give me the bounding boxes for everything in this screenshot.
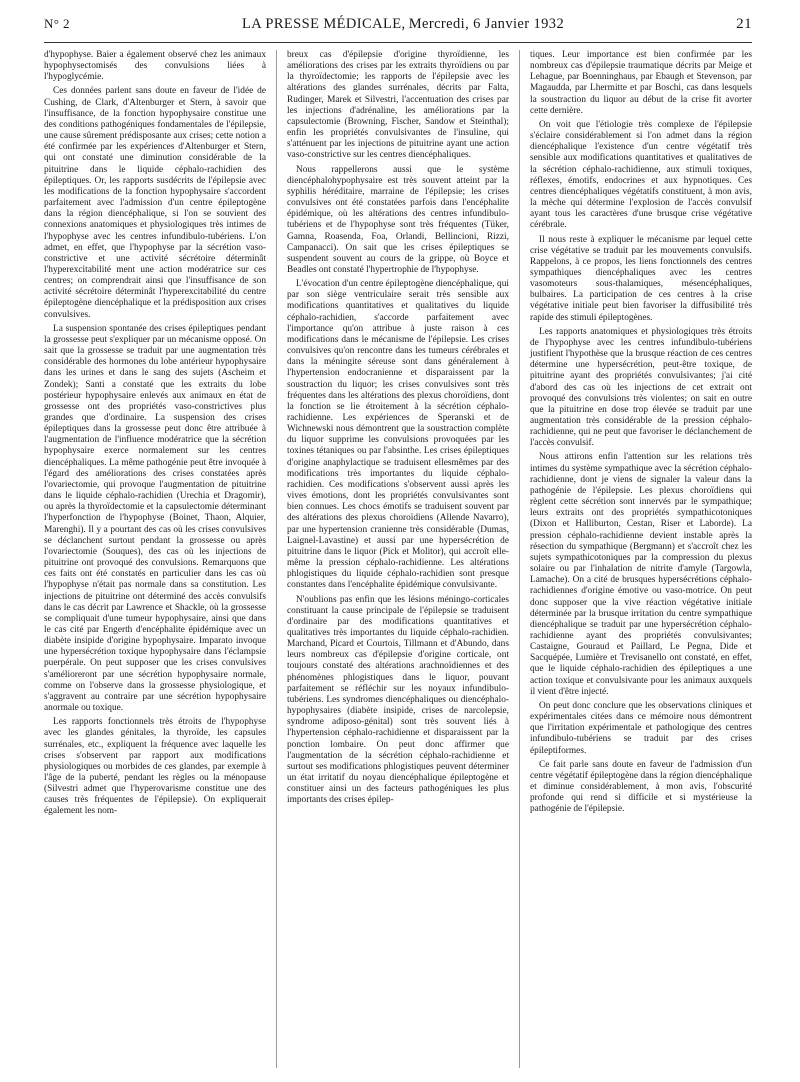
paragraph: On peut donc conclure que les observations cliniques et expérimentales citées dans ce mémoire nous démontrent que l'irritation expérimentale et pathologique des centres infundibulo-tubériens se traduit par des crises épileptiformes.	[530, 700, 752, 756]
paragraph: On voit que l'étiologie très complexe de l'épilepsie s'éclaire considérablement si l'on admet dans la région diencéphalique l'existence d'un centre végétatif très sensible aux modifications quantitatives et qualitatives de la sécrétion céphalo-rachidienne, aux stimuli toxiques, réflexes, émotifs, endocrines et aux hypnotiques. Ces centres diencéphaliques végétatifs constituent, à mon avis, la mèche qui détermine l'explosion de l'accès convulsif ayant tous les caractères d'une brusque crise végétative cérébrale.	[530, 119, 752, 231]
issue-number: N° 2	[44, 16, 70, 31]
paragraph: Les rapports fonctionnels très étroits de l'hypophyse avec les glandes génitales, la thyroïde, les capsules surrénales, etc., expliquent la fréquence avec laquelle les crises s'observent par rapport aux modifications physiologiques ou morbides de ces glandes, par exemple à l'âge de la puberté, pendant les règles ou la ménopause (Silvestri admet que l'hyperovarisme constitue une des causes très fréquentes de l'épilepsie). On expliquerait également les nom-	[44, 717, 266, 817]
column-1	[44, 50, 266, 1068]
paragraph: Il nous reste à expliquer le mécanisme par lequel cette crise végétative se traduit par les mouvements convulsifs. Rappelons, à ce propos, les liens fonctionnels des centres sympathiques diencéphaliques avec les centres vasomoteurs sous-thalamiques, mésencéphaliques, bulbaires. La participation de ces centres à la crise végétative initiale peut bien favoriser la diffusibilité très rapide des stimuli épileptogènes.	[530, 234, 752, 323]
page-number: 21	[736, 16, 752, 32]
column-3	[519, 50, 752, 1068]
header-rule	[44, 42, 752, 43]
paragraph: Les rapports anatomiques et physiologiques très étroits de l'hypophyse avec les centres infundibulo-tubériens justifient l'hypothèse que la brusque réaction de ces centres détermine une hypersécrétion, peut-être toxique, de pituitrine ayant des propriétés convulsivantes; j'ai cité d'abord des cas où les injections de cet extrait ont provoqué des convulsions très violentes; on sait en outre que la pituitrine en dose trop élevée se traduit par une augmentation très considérable de la pression céphalo-rachidienne, qui ne peut que favoriser le déclanchement de l'accès convulsif.	[530, 326, 752, 449]
column-2	[276, 50, 509, 1068]
paragraph: La suspension spontanée des crises épileptiques pendant la grossesse peut s'expliquer par un mécanisme opposé. On sait que la grossesse se traduit par une augmentation très considérable des hormones du lobe antérieur hypophysaire dans les urines et dans le sang des sujets (Ascheim et Zondek); Santi a constaté que les extraits du lobe postérieur hypophysaire enlevés aux animaux en état de grossesse ont des propriétés vaso-constrictives plus grandes que d'ordinaire. La suspension des crises épileptiques dans la grossesse peut donc être attribuée à l'augmentation de l'influence modératrice que la sécrétion hypophysaire exerce normalement sur les centres diencéphaliques. La même pathogénie peut être invoquée à l'égard des améliorations des crises constatées après l'ovariectomie, qui provoque l'augmentation de pituitrine dans le liquide céphalo-rachidien (Urechia et Dragomir), ou après la thyroïdectomie et la capsulectomie déterminant l'hyperfonction de l'hypophyse (Boinet, Thaon, Alquier, Marenghi). Il y a pourtant des cas où les crises convulsives se déclanchent surtout pendant la grossesse ou après l'ovariectomie (Souques), des cas où les injections de pituitrine ont provoqué des convulsions. Remarquons que ces faits ont été constatés en particulier dans les cas où l'hypophyse n'était pas normale dans sa constitution. Les injections de pituitrine ont déterminé des accès convulsifs dans le cas décrit par Lawrence et Shackle, où la grossesse se compliquait d'une tumeur hypophysaire, ainsi que dans le cas cité par Engerth d'encéphalite épidémique avec un diabète insipide d'origine hypophysaire. Imparato invoque une hypersécrétion toxique hypophysaire dans l'éclampsie puerpérale. On peut supposer que les crises convulsives s'amélioreront par une sécrétion hypophysaire normale, comme on l'observe dans la grossesse physiologique, et s'aggravent au contraire par une sécrétion hypophysaire anormale ou toxique.	[44, 323, 266, 714]
paragraph: tiques. Leur importance est bien confirmée par les nombreux cas d'épilepsie traumatique décrits par Meige et Lehague, par Boenninghaus, par Ebaugh et Stevenson, par Magaudda, par Lhermitte et par Boschi, cas dans lesquels la soustraction du liquor au début de la crise fit avorter cette dernière.	[530, 50, 752, 116]
issue-date: Mercredi, 6 Janvier 1932	[408, 16, 565, 32]
paragraph: breux cas d'épilepsie d'origine thyroïdienne, les améliorations des crises par les extraits thyroïdiens ou par la thyroïdectomie; les rapports de l'épilepsie avec les altérations des glandes surrénales, décrits par Falta, Rudinger, Marek et Silvestri, l'accentuation des crises par les injections d'adrénaline, les améliorations par la capsulectomie (Browning, Fischer, Sandow et Steinthal); enfin les propriétés convulsivantes de l'insuline, qui s'atténuent par les injections de pituitrine ayant une action vaso-constrictive sur les centres diencéphaliques.	[287, 50, 509, 161]
journal-title: LA PRESSE MÉDICALE	[242, 16, 402, 32]
page-header	[44, 16, 752, 40]
paragraph: Ce fait parle sans doute en faveur de l'admission d'un centre végétatif épileptogène dans la région diencéphalique et diminue considérablement, à mon avis, l'obscurité profonde qui rend si difficile et si mystérieuse la pathogénie de l'épilepsie.	[530, 759, 752, 815]
paragraph: Nous rappellerons aussi que le système diencéphalohypophysaire est très souvent atteint par la syphilis héréditaire, marraine de l'épilepsie; les crises convulsives ont été constatées parfois dans l'encéphalite épidémique, où les altérations des centres infundibulo-tubériens et de l'hypophyse sont très fréquentes (Tüker, Gamna, Roasenda, Foa, Orlandi, Bellincioni, Rizzi, Campanacci). On sait que les crises épileptiques se suspendent souvent au cours de la grippe, où Boyce et Beadles ont constaté l'hypertrophie de l'hypophyse.	[287, 164, 509, 275]
text-columns	[44, 50, 752, 1068]
paragraph: N'oublions pas enfin que les lésions méningo-corticales constituant la cause principale de l'épilepsie se traduisent d'ordinaire par des modifications quantitatives et qualitatives très importantes du liquide céphalo-rachidien. Marchand, Picard et Courtois, Tillmann et d'Abundo, dans leurs nombreux cas d'épilepsie d'origine corticale, ont toujours constaté des altérations arachnoïdiennes et des phénomènes phlogistiques dans le liquor, pouvant parfaitement se réfléchir sur les noyaux infundibulo-tubériens. Les syndromes diencéphaliques ou diencéphalo-hypophysaires (diabète insipide, crises de narcolepsie, syndrome adiposo-génital) sont très souvent liés à l'hypertension céphalo-rachidienne et disparaissent par la ponction lombaire. On peut donc affirmer que l'augmentation de la sécrétion céphalo-rachidienne et surtout ses modifications phlogistiques peuvent déterminer un état irritatif du noyau diencéphalique épileptogène et constituer ainsi un des facteurs pathogéniques les plus importants des crises épilep-	[287, 594, 509, 806]
journal-title-line: LA PRESSE MÉDICALE, Mercredi, 6 Janvier 1932	[242, 16, 565, 32]
paragraph: d'hypophyse. Baier a également observé chez les animaux hypophysectomisés des convulsions liées à l'hypoglycémie.	[44, 50, 266, 83]
paragraph: Nous attirons enfin l'attention sur les relations très intimes du système sympathique avec la sécrétion céphalo-rachidienne, dont je viens de signaler la valeur dans la pathogénie de l'épilepsie. Les plexus choroïdiens qui règlent cette sécrétion sont innervés par le sympathique; leurs extraits ont des propriétés sympathicotoniques (Dixon et Halliburton, Cestan, Riser et Laborde). La pression céphalo-rachidienne devient instable après la résection du sympathique (Bergmann) et s'accroît chez les sujets sympathicotoniques par la compression du plexus solaire ou par l'inhalation de nitrite d'amyle (Targowla, Lamache). On a cité de brusques hypersécrétions céphalo-rachidiennes d'origine émotive ou vaso-motrice. On peut donc supposer que la vive réaction végétative initiale déterminée par la brusque irritation du centre sympathique diencéphalique se traduit par une hypersécrétion céphalo-rachidienne ayant des propriétés convulsivantes; Castaigne, Gouraud et Paillard, Le Pegna, Dide et Sacquépée, Lumière et Trevisanello ont constaté, en effet, que le liquide céphalo-rachidien des épileptiques a une action toxique et convulsivante pour les animaux auxquels il vient d'être injecté.	[530, 452, 752, 697]
paragraph: Ces données parlent sans doute en faveur de l'idée de Cushing, de Clark, d'Altenburger et Stern, à savoir que l'insuffisance, de la fonction hypophysaire constitue une des conditions pathogéniques fondamentales de l'épilepsie, une cause sûrement prédisposante aux crises; cette notion a été confirmée par les expériences d'Altenburger et Stern, qui ont constaté une diminution considérable de la pituitrine dans le liquide céphalo-rachidien des épileptiques. Or, les rapports susdécrits de l'épilepsie avec les modifications de la fonction hypophysaire s'accordent parfaitement avec l'admission d'un centre épileptogène dans la région diencéphalique, si l'on se souvient des connexions anatomiques et physiologiques très intimes de l'hypophyse avec les centres infundibulo-tubériens. L'on admet, en effet, que l'hypophyse par la sécrétion vaso-constrictive et une activité sécrétoire déterminât l'hyperexcitabilité ment une action modératrice sur ces centres; on comprendrait ainsi que l'insuffisance de son activité sécrétoire déterminât l'hyperexcitabilité du centre épileptogène diencéphalique et la prédisposition aux crises convulsives.	[44, 86, 266, 320]
paragraph: L'évocation d'un centre épileptogène diencéphalique, qui par son siège ventriculaire serait très sensible aux modifications quantitatives et qualitatives du liquide céphalo-rachidien, s'accorde parfaitement avec l'importance qu'on attribue à juste raison à ces modifications dans le mécanisme de l'épilepsie. Les crises convulsives qu'on rencontre dans les tumeurs cérébrales et dans la méningite séreuse sont dans généralement à l'hypertension endocranienne et disparaissent par la soustraction du liquor; les crises convulsives sont très fréquentes dans les altérations des plexus choroïdiens, dont la fonction se lie étroitement à la sécrétion céphalo-rachidienne. Les expériences de Speranski et de Wichnewski nous démontrent que la soustraction complète du liquor supprime les convulsions provoquées par les toxines tétaniques ou par l'absinthe. Les crises épileptiques d'origine anaphylactique se traduisent ellesmêmes par des modifications très importantes du liquide céphalo-rachidien. Ces modifications s'observent aussi après les vives émotions, dont les propriétés convulsivantes sont bien connues. Les chocs émotifs se traduisent souvent par des altérations des plexus choroïdiens (Allende Navarro), par une hypertension cranienne très considérable (Dumas, Laignel-Lavastine) et aussi par une hypersécrétion de pituitrine dans le liquor (Pick et Molitor), qui accroît elle-même la pression céphalo-rachidienne. Les altérations phlogistiques du liquide céphalo-rachidien sont presque constantes dans l'encéphalite épidémique convulsivante.	[287, 279, 509, 591]
